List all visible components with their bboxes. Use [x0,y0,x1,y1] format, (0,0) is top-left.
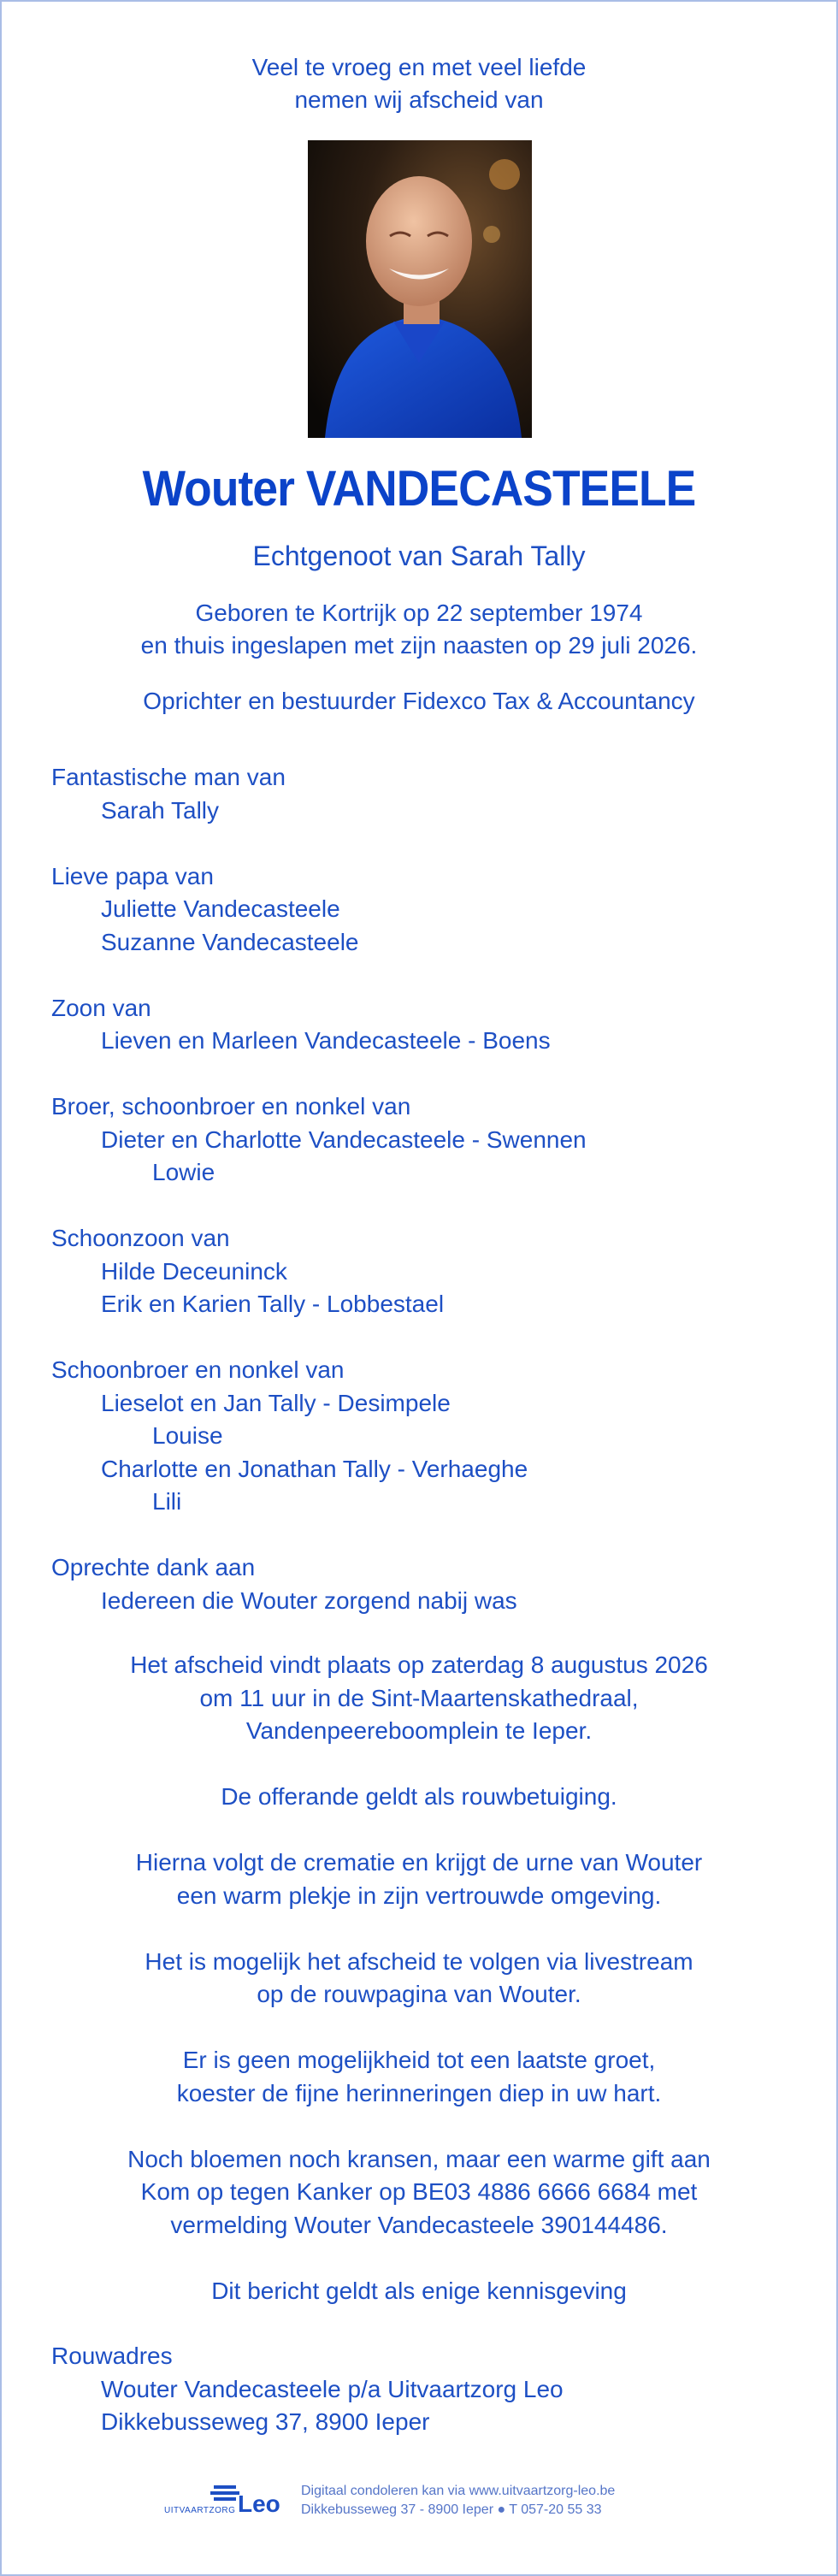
founder-line: Oprichter en bestuurder Fidexco Tax & Accountancy [143,688,695,714]
family-group-children: Lieve papa van Juliette Vandecasteele Suzanne Vandecasteele [51,862,359,955]
birth-death-text: Geboren te Kortrijk op 22 september 1974 en thuis ingeslapen met zijn naasten op 29 juli 2026. [140,600,698,659]
portrait-photo [308,140,532,438]
condolence-link[interactable]: Digitaal condoleren kan via www.uitvaartzorg-leo.be [301,2484,616,2498]
last-greeting-paragraph: Er is geen mogelijkheid tot een laatste groet, koester de fijne herinneringen diep in uw hart. [176,2047,662,2106]
offering-paragraph: De offerande geldt als rouwbetuiging. [221,1783,617,1810]
family-group-in-laws: Schoonzoon van Hilde Deceuninck Erik en Karien Tally - Lobbestael [51,1225,445,1317]
service-details [2,1649,836,2341]
funeral-home-logo: UITVAARTZORG Leo [164,2480,284,2520]
ceremony-paragraph: Het afscheid vindt plaats op zaterdag 8 augustus 2026 om 11 uur in de Sint-Maartenskathedraal, Vandenpeereboomplein te Ieper. [130,1651,708,1744]
cremation-paragraph: Hierna volgt de crematie en krijgt de urne van Wouter een warm plekje in zijn vertrouwde omgeving. [135,1849,703,1909]
family-group-siblings: Broer, schoonbroer en nonkel van Dieter en Charlotte Vandecasteele - Swennen Lowie [51,1093,587,1185]
deceased-name: Wouter VANDECASTEELE [142,461,696,517]
family-group-thanks: Oprechte dank aan Iedereen die Wouter zorgend nabij was [51,1554,517,1614]
donation-paragraph: Noch bloemen noch kransen, maar een warme gift aan Kom op tegen Kanker op BE03 4886 6666 6684 met vermelding Wouter Vandecasteele 390144486. [127,2145,711,2238]
livestream-paragraph: Het is mogelijk het afscheid te volgen via livestream op de rouwpagina van Wouter. [145,1947,693,2007]
footer-address: Dikkebusseweg 37 - 8900 Ieper ● T 057-20 55 33 [301,2502,602,2517]
logo-mark-icon [210,2485,239,2504]
mourning-address: Rouwadres Wouter Vandecasteele p/a Uitvaartzorg Leo Dikkebusseweg 37, 8900 Ieper [51,2343,564,2435]
family-group-siblings-in-law: Schoonbroer en nonkel van Lieselot en Jan Tally - Desimpele Louise Charlotte en Jonathan Tally - Verhaeghe Lili [51,1356,528,1515]
footer-contact [301,2482,615,2520]
funeral-home-footer [164,2480,711,2520]
intro-text: Veel te vroeg en met veel liefde nemen wij afscheid van [251,54,587,113]
notice-paragraph: Dit bericht geldt als enige kennisgeving [211,2277,627,2304]
family-list [51,761,804,1651]
family-group-husband: Fantastische man van Sarah Tally [51,764,286,824]
family-group-parents: Zoon van Lieven en Marleen Vandecasteele - Boens [51,994,551,1054]
spouse-line: Echtgenoot van Sarah Tally [252,541,586,571]
